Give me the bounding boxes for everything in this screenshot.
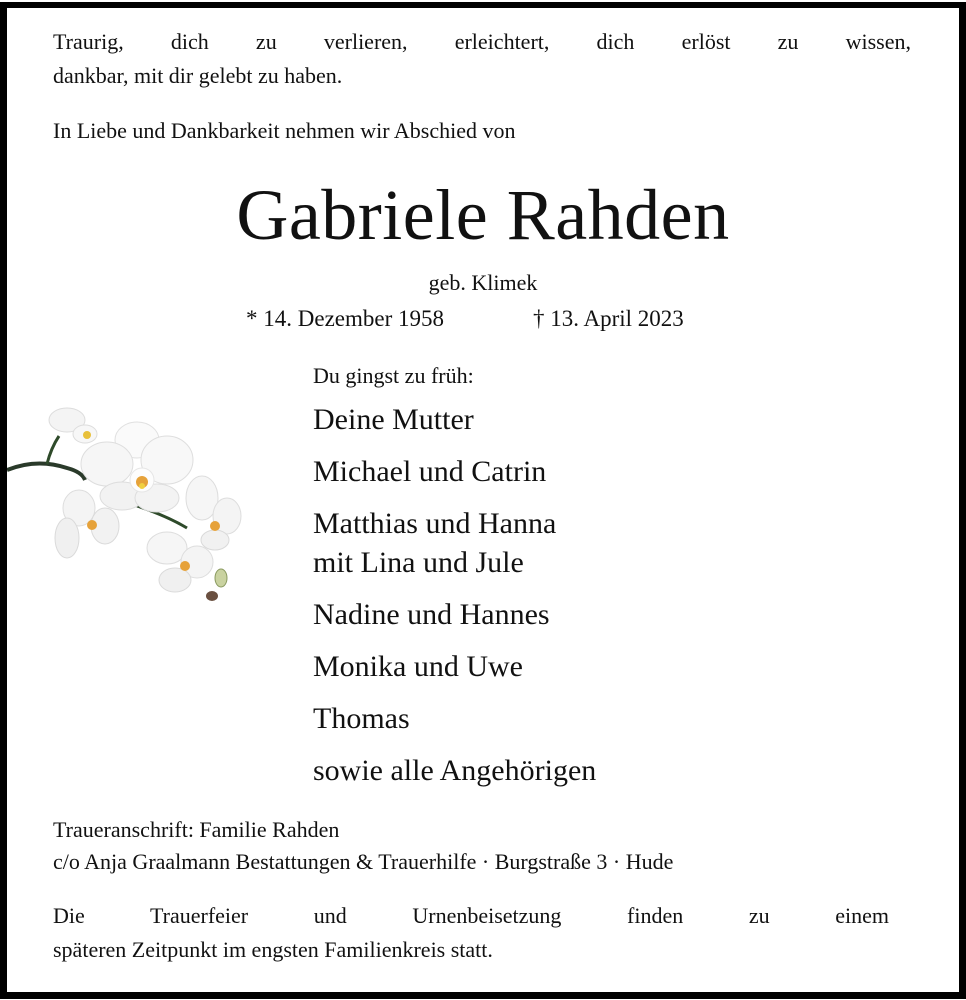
orchid-image	[7, 398, 247, 608]
maiden-name: geb. Klimek	[428, 270, 538, 295]
mourner-line: sowie alle Angehörigen	[313, 754, 597, 787]
mourner-line: Monika und Uwe	[313, 650, 523, 683]
motto-line-1: Traurig, dich zu verlieren, erleichtert, dich erlöst zu wissen,	[53, 29, 911, 54]
mourner-line: mit Lina und Jule	[313, 546, 524, 579]
mourner-line: Thomas	[313, 702, 410, 735]
mourner-line: Matthias und Hanna	[313, 507, 557, 540]
motto-line-2: dankbar, mit dir gelebt zu haben.	[53, 63, 343, 88]
address-line-1: Traueranschrift: Familie Rahden	[53, 817, 340, 842]
birth-date: * 14. Dezember 1958	[246, 306, 444, 331]
ceremony-line-2: späteren Zeitpunkt im engsten Familienkreis statt.	[53, 937, 493, 962]
farewell-intro: In Liebe und Dankbarkeit nehmen wir Abschied von	[53, 118, 516, 143]
mourners-intro: Du gingst zu früh:	[313, 363, 474, 388]
address-line-2: c/o Anja Graalmann Bestattungen & Trauerhilfe · Burgstraße 3 · Hude	[53, 849, 674, 874]
mourner-line: Deine Mutter	[313, 403, 474, 436]
death-date: † 13. April 2023	[533, 306, 684, 331]
mourner-line: Michael und Catrin	[313, 455, 547, 488]
ceremony-line-1: Die Trauerfeier und Urnenbeisetzung finden zu einem	[53, 903, 889, 928]
mourner-line: Nadine und Hannes	[313, 598, 550, 631]
deceased-name: Gabriele Rahden	[236, 175, 730, 255]
